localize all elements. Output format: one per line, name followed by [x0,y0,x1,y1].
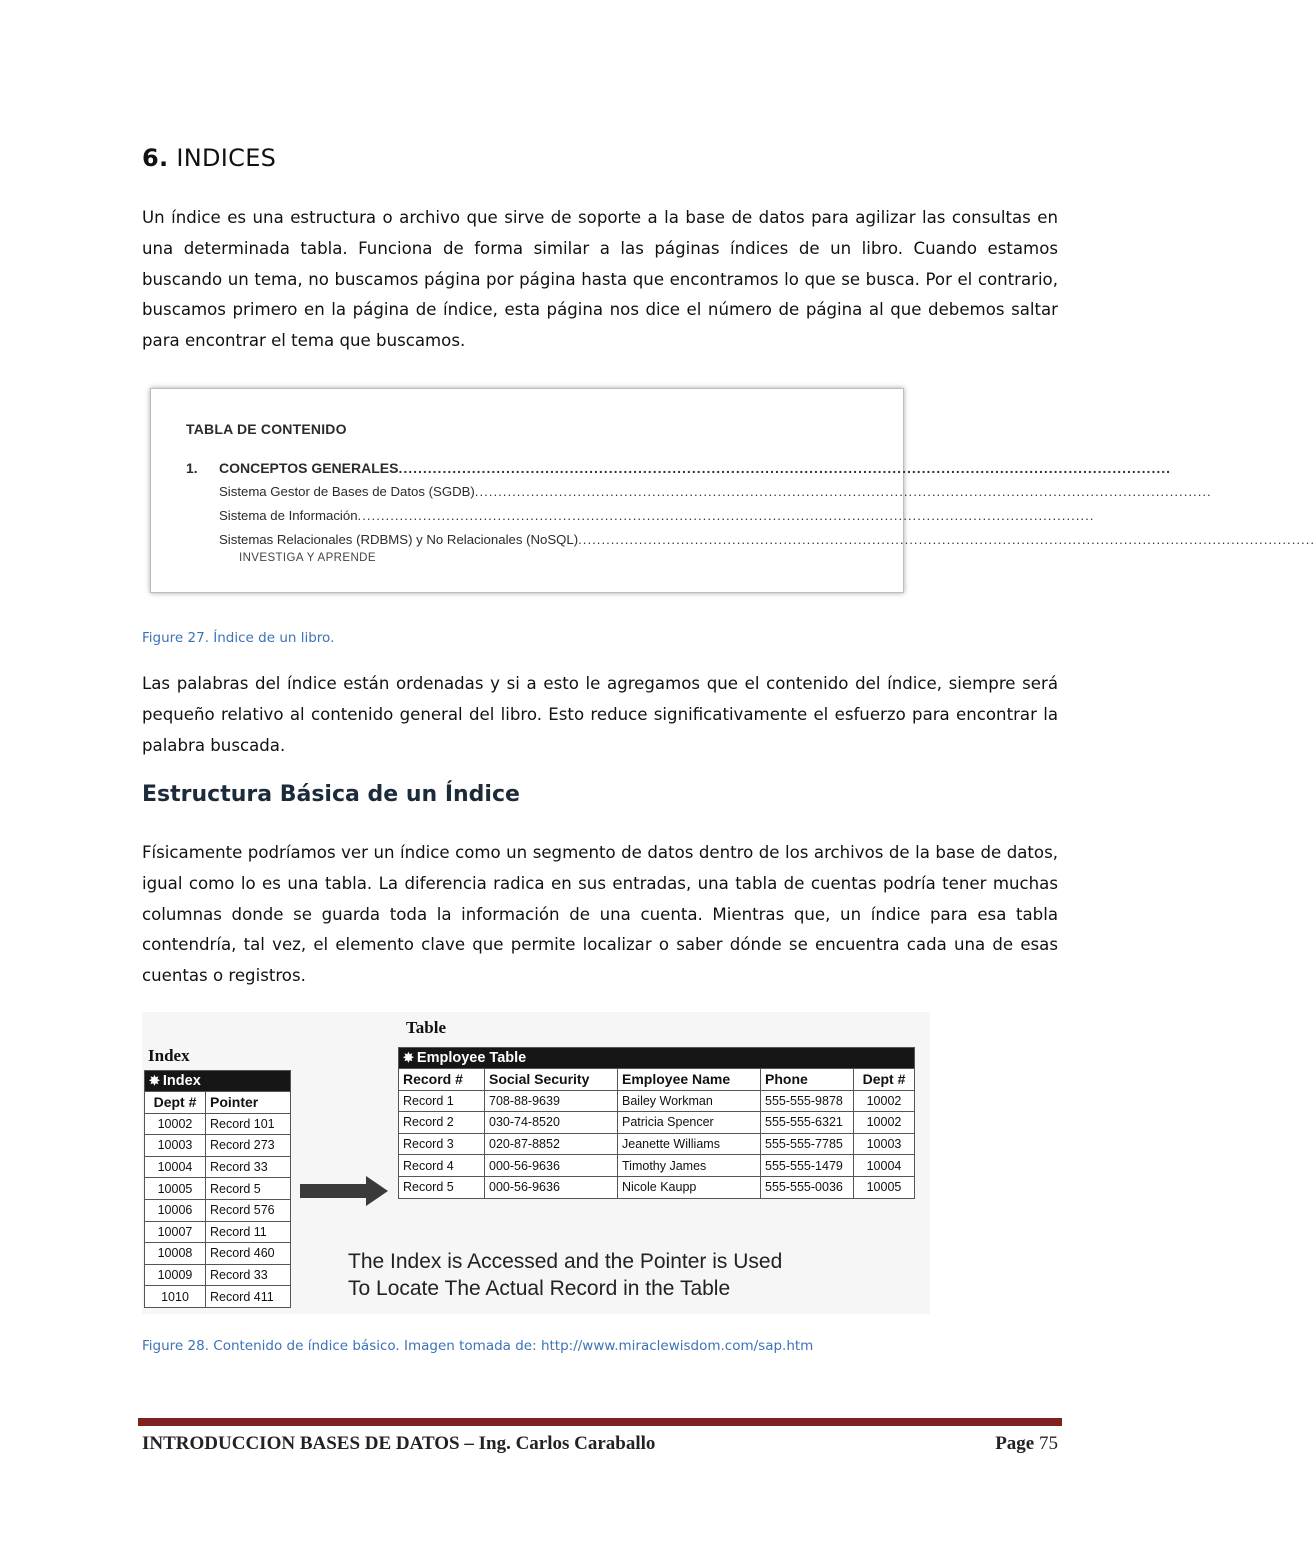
toc-entry-label: CONCEPTOS GENERALES [219,460,399,476]
index-figure [142,1012,930,1314]
employee-header: Record # [399,1069,485,1091]
table-row [145,1113,291,1135]
table-cell: 10006 [145,1199,206,1221]
employee-header-row [399,1069,915,1091]
page-label: Page [995,1433,1035,1454]
figure-note [348,1248,782,1302]
table-cell: Record 411 [206,1286,291,1308]
section-number: 6. [142,144,169,172]
table-row [145,1264,291,1286]
table-cell: Record 273 [206,1135,291,1157]
page-number [995,1433,1058,1455]
table-cell: 10002 [854,1112,915,1134]
burst-icon: ✸ [403,1050,414,1065]
table-row [145,1221,291,1243]
table-cell: 10002 [854,1090,915,1112]
employee-table-bar [399,1048,915,1069]
paragraph-ordering: Las palabras del índice están ordenadas y si a esto le agregamos que el contenido del índice, siempre será pequeño relativo al contenido general del libro. Esto reduce significativamente el esfuerzo para encontrar la palabra buscada. [142,674,1058,755]
table-row [399,1090,915,1112]
table-row [145,1286,291,1308]
table-row [145,1199,291,1221]
figure-caption: Figure 28. Contenido de índice básico. Imagen tomada de: http://www.miraclewisdom.com/sap.htm [142,1338,814,1354]
employee-table-bar-cell [399,1048,915,1069]
table-cell: Record 11 [206,1221,291,1243]
index-label: Index [148,1046,190,1065]
table-cell: Record 5 [206,1178,291,1200]
section-title: INDICES [176,144,277,172]
employee-header: Social Security [485,1069,618,1091]
table-cell: Record 1 [399,1090,485,1112]
toc-leader-dots: .............................................................................................................................................................. [357,508,1095,523]
toc-leader-dots: .............................................................................................................................................................. [398,460,1172,476]
table-cell: 10003 [854,1133,915,1155]
table-cell: 000-56-9636 [485,1176,618,1198]
figure-caption: Figure 27. Índice de un libro. [142,630,335,646]
table-cell: 10004 [854,1155,915,1177]
toc-entry [219,508,1095,523]
toc-leader-dots: .............................................................................................................................................................. [474,484,1212,499]
table-cell: Record 33 [206,1156,291,1178]
table-cell: Record 576 [206,1199,291,1221]
employee-header: Employee Name [618,1069,761,1091]
index-table-bar-label: Index [162,1073,201,1089]
table-cell: 10009 [145,1264,206,1286]
table-cell: Jeanette Williams [618,1133,761,1155]
toc-entry-label: Sistema Gestor de Bases de Datos (SGDB) [219,484,475,499]
toc-figure [150,388,1315,593]
index-header-row [145,1092,291,1114]
employee-table-bar-label: Employee Table [416,1050,527,1066]
employee-table [398,1047,915,1199]
paragraph-intro: Un índice es una estructura o archivo que sirve de soporte a la base de datos para agilizar las consultas en una determinada tabla. Funciona de forma similar a las páginas índices de un libro. Cuando estamos buscando un tema, no buscamos página por página hasta que encontramos lo que se busca. Por el contrario, buscamos primero en la página de índice, esta página nos dice el número de página al que debemos saltar para encontrar el tema que buscamos. [142,208,1058,351]
index-header: Dept # [145,1092,206,1114]
footer-rule [138,1418,1062,1426]
toc-entry [219,532,1315,547]
toc-entry-label: Sistema de Información [219,508,358,523]
table-cell: Timothy James [618,1155,761,1177]
toc-entry [219,460,1172,476]
table-cell: Record 2 [399,1112,485,1134]
table-cell: 555-555-7785 [761,1133,854,1155]
table-cell: Record 460 [206,1243,291,1265]
table-cell: 10004 [145,1156,206,1178]
table-cell: 1010 [145,1286,206,1308]
figure-note-line: The Index is Accessed and the Pointer is Used [348,1250,783,1273]
section-heading [142,144,276,172]
toc-title: TABLA DE CONTENIDO [186,421,347,437]
table-row [399,1112,915,1134]
table-cell: Record 5 [399,1176,485,1198]
table-cell: 10005 [854,1176,915,1198]
table-cell: Patricia Spencer [618,1112,761,1134]
table-cell: 020-87-8852 [485,1133,618,1155]
table-cell: Record 101 [206,1113,291,1135]
table-cell: 10002 [145,1113,206,1135]
table-cell: Record 3 [399,1133,485,1155]
table-cell: 10007 [145,1221,206,1243]
table-cell: Bailey Workman [618,1090,761,1112]
table-cell: 555-555-0036 [761,1176,854,1198]
paragraph-structure: Físicamente podríamos ver un índice como un segmento de datos dentro de los archivos de la base de datos, igual como lo es una tabla. La diferencia radica en sus entradas, una tabla de cuentas podría tener muchas columnas donde se guarda toda la información de una cuenta. Mientras que, un índice para esa tabla contendría, tal vez, el elemento clave que permite localizar o saber dónde se encuentra cada una de esas cuentas o registros. [142,843,1058,986]
toc-chapter-number: 1. [186,460,198,476]
page-number-value: 75 [1039,1433,1058,1454]
table-cell: Record 33 [206,1264,291,1286]
index-table-bar-cell [145,1071,291,1092]
pointer-arrow-icon [300,1175,390,1207]
footer-title: INTRODUCCION BASES DE DATOS – Ing. Carlos Caraballo [142,1433,656,1454]
employee-header: Phone [761,1069,854,1091]
table-cell: 10008 [145,1243,206,1265]
table-cell: 10005 [145,1178,206,1200]
table-cell: 000-56-9636 [485,1155,618,1177]
table-cell: 555-555-6321 [761,1112,854,1134]
index-table-bar [145,1071,291,1092]
table-cell: Nicole Kaupp [618,1176,761,1198]
table-row [145,1178,291,1200]
table-cell: 10003 [145,1135,206,1157]
figure-note-line: To Locate The Actual Record in the Table [348,1277,731,1300]
table-row [399,1176,915,1198]
subsection-heading: Estructura Básica de un Índice [142,782,520,807]
table-row [399,1133,915,1155]
employee-header: Dept # [854,1069,915,1091]
table-cell: 555-555-1479 [761,1155,854,1177]
table-cell: 708-88-9639 [485,1090,618,1112]
toc-cut-entry: INVESTIGA Y APRENDE [239,552,376,564]
toc-entry [219,484,1212,499]
toc-entry-label: Sistemas Relacionales (RDBMS) y No Relacionales (NoSQL) [219,532,579,547]
table-row [145,1135,291,1157]
table-cell: 030-74-8520 [485,1112,618,1134]
index-header: Pointer [206,1092,291,1114]
burst-icon: ✸ [149,1073,160,1088]
toc-leader-dots: .............................................................................................................................................................. [578,532,1315,547]
table-cell: 555-555-9878 [761,1090,854,1112]
table-cell: Record 4 [399,1155,485,1177]
table-label: Table [406,1018,447,1037]
index-table [144,1070,291,1308]
table-row [145,1156,291,1178]
table-row [399,1155,915,1177]
table-row [145,1243,291,1265]
